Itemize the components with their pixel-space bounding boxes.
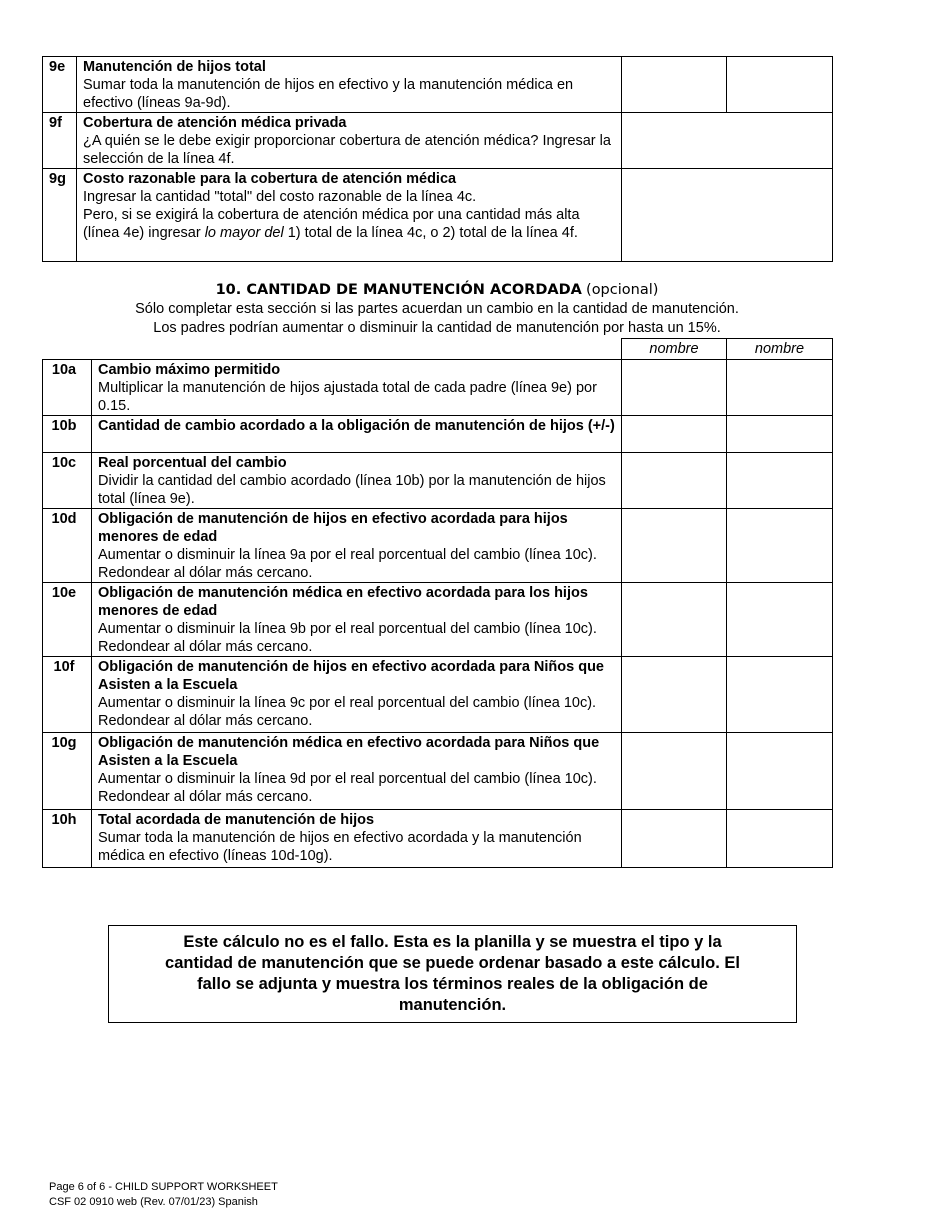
line-title: Costo razonable para la cobertura de atención médica	[83, 171, 457, 187]
line-number: 10g	[43, 733, 92, 810]
line-title: Cobertura de atención médica privada	[83, 115, 347, 131]
entry-cell-parent-2[interactable]	[727, 509, 833, 583]
line-description	[92, 583, 622, 657]
entry-cell-parent-1[interactable]	[622, 57, 727, 113]
section-instruction-1: Sólo completar esta sección si las partes acuerdan un cambio en la cantidad de manutención.	[135, 301, 739, 317]
line-number: 9f	[43, 113, 77, 169]
line-number: 10h	[43, 810, 92, 868]
line-instruction: Sumar toda la manutención de hijos en efectivo y la manutención médica en efectivo (líneas 9a-9d).	[83, 77, 574, 111]
entry-cell-combined[interactable]	[622, 169, 833, 262]
entry-cell-parent-2[interactable]	[727, 453, 833, 509]
line-title: Obligación de manutención de hijos en efectivo acordada para Niños que Asisten a la Escuela	[98, 659, 604, 693]
table-row	[43, 657, 833, 733]
line-description	[92, 810, 622, 868]
table-row	[43, 509, 833, 583]
entry-cell-parent-1[interactable]	[622, 416, 727, 453]
line-instruction: ¿A quién se le debe exigir proporcionar cobertura de atención médica? Ingresar la selección de la línea 4f.	[83, 133, 611, 167]
line-number: 9e	[43, 57, 77, 113]
table-row	[43, 733, 833, 810]
line-description	[92, 453, 622, 509]
line-number: 10b	[43, 416, 92, 453]
disclaimer-box: Este cálculo no es el fallo. Esta es la planilla y se muestra el tipo y la cantidad de manutención que se puede ordenar basado a este cálculo. El fallo se adjunta y muestra los términos reales de la obligación de manutención.	[108, 925, 797, 1023]
column-header-parent-1: nombre	[622, 339, 727, 360]
line-instruction-alt: Pero, si se exigirá la cobertura de atención médica por una cantidad más alta (línea 4e) ingresar lo mayor del 1) total de la línea 4c, o 2) total de la línea 4f.	[83, 207, 580, 241]
table-row	[43, 583, 833, 657]
entry-cell-parent-2[interactable]	[727, 810, 833, 868]
line-instruction: Aumentar o disminuir la línea 9c por el real porcentual del cambio (línea 10c). Redondear al dólar más cercano.	[98, 695, 597, 729]
entry-cell-combined[interactable]	[622, 113, 833, 169]
entry-cell-parent-1[interactable]	[622, 657, 727, 733]
line-description	[92, 733, 622, 810]
line-instruction: Dividir la cantidad del cambio acordado (línea 10b) por la manutención de hijos total (línea 9e).	[98, 473, 606, 507]
line-description	[77, 169, 622, 262]
line-instruction: Multiplicar la manutención de hijos ajustada total de cada padre (línea 9e) por 0.15.	[98, 380, 597, 414]
line-description	[77, 113, 622, 169]
line-description	[92, 657, 622, 733]
entry-cell-parent-2[interactable]	[727, 583, 833, 657]
line-number: 10d	[43, 509, 92, 583]
line-title: Obligación de manutención médica en efectivo acordada para los hijos menores de edad	[98, 585, 588, 619]
line-instruction: Sumar toda la manutención de hijos en efectivo acordada y la manutención médica en efectivo (líneas 10d-10g).	[98, 830, 582, 864]
line-number: 9g	[43, 169, 77, 262]
table-row	[43, 416, 833, 453]
section-10-header	[42, 280, 832, 338]
line-description	[77, 57, 622, 113]
entry-cell-parent-2[interactable]	[727, 360, 833, 416]
table-row	[43, 169, 833, 262]
line-title: Obligación de manutención de hijos en efectivo acordada para hijos menores de edad	[98, 511, 568, 545]
entry-cell-parent-1[interactable]	[622, 453, 727, 509]
entry-cell-parent-2[interactable]	[727, 57, 833, 113]
section-instruction-2: Los padres podrían aumentar o disminuir la cantidad de manutención por hasta un 15%.	[153, 320, 721, 336]
line-title: Manutención de hijos total	[83, 59, 266, 75]
footer-form-id: CSF 02 0910 web (Rev. 07/01/23) Spanish	[49, 1196, 258, 1208]
line-title: Cantidad de cambio acordado a la obligación de manutención de hijos (+/-)	[98, 418, 615, 434]
entry-cell-parent-2[interactable]	[727, 733, 833, 810]
entry-cell-parent-1[interactable]	[622, 810, 727, 868]
page-footer	[49, 1180, 278, 1210]
column-header-row	[43, 339, 833, 360]
line-title: Obligación de manutención médica en efectivo acordada para Niños que Asisten a la Escuela	[98, 735, 600, 769]
line-number: 10a	[43, 360, 92, 416]
entry-cell-parent-1[interactable]	[622, 583, 727, 657]
table-row	[43, 57, 833, 113]
line-title: Real porcentual del cambio	[98, 455, 287, 471]
entry-cell-parent-1[interactable]	[622, 509, 727, 583]
line-description	[92, 509, 622, 583]
table-row	[43, 453, 833, 509]
column-header-parent-2: nombre	[727, 339, 833, 360]
line-instruction: Aumentar o disminuir la línea 9a por el real porcentual del cambio (línea 10c). Redondear al dólar más cercano.	[98, 547, 597, 581]
entry-cell-parent-1[interactable]	[622, 733, 727, 810]
line-instruction: Aumentar o disminuir la línea 9d por el real porcentual del cambio (línea 10c). Redondear al dólar más cercano.	[98, 771, 597, 805]
line-instruction: Ingresar la cantidad "total" del costo razonable de la línea 4c.	[83, 189, 477, 205]
section-optional-label: (opcional)	[586, 282, 659, 298]
line-description	[92, 416, 622, 453]
line-description	[92, 360, 622, 416]
table-row	[43, 810, 833, 868]
line-number: 10f	[43, 657, 92, 733]
table-row	[43, 113, 833, 169]
entry-cell-parent-1[interactable]	[622, 360, 727, 416]
entry-cell-parent-2[interactable]	[727, 657, 833, 733]
line-number: 10c	[43, 453, 92, 509]
line-title: Total acordada de manutención de hijos	[98, 812, 375, 828]
entry-cell-parent-2[interactable]	[727, 416, 833, 453]
line-instruction: Aumentar o disminuir la línea 9b por el real porcentual del cambio (línea 10c). Redondear al dólar más cercano.	[98, 621, 597, 655]
footer-page-info: Page 6 of 6 - CHILD SUPPORT WORKSHEET	[49, 1181, 278, 1193]
table-line-10	[42, 338, 833, 868]
line-title: Cambio máximo permitido	[98, 362, 281, 378]
table-line-9	[42, 56, 833, 262]
line-number: 10e	[43, 583, 92, 657]
section-title: 10. CANTIDAD DE MANUTENCIÓN ACORDADA (opcional)	[215, 282, 659, 298]
table-row	[43, 360, 833, 416]
